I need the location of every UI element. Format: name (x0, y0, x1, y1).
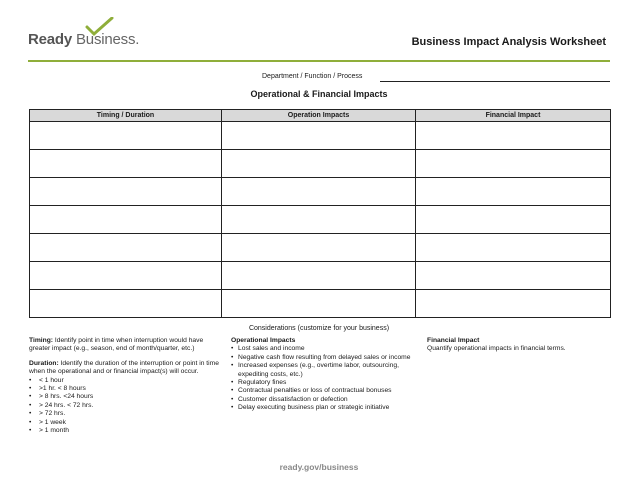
table-row (30, 178, 611, 206)
list-item: • >1 hr. < 8 hours (29, 385, 219, 393)
financial-text: Quantify operational impacts in financial terms. (427, 345, 566, 353)
operational-list (231, 345, 421, 412)
operation-cell[interactable] (222, 122, 416, 150)
logo-wordmark (28, 31, 139, 48)
considerations-title: Considerations (customize for your business) (248, 325, 390, 332)
header-divider (28, 60, 610, 62)
financial-cell[interactable] (416, 178, 611, 206)
timing-cell[interactable] (30, 122, 222, 150)
logo-business-text: Business. (76, 31, 140, 48)
list-item: • Increased expenses (e.g., overtime labor, outsourcing, expediting costs, etc.) (231, 362, 421, 379)
timing-cell[interactable] (30, 290, 222, 318)
list-item: • > 1 week (29, 419, 219, 427)
list-item: • > 8 hrs. <24 hours (29, 393, 219, 401)
list-item: • > 1 month (29, 427, 219, 435)
list-item: • Regulatory fines (231, 379, 421, 387)
list-item: • Customer dissatisfaction or defection (231, 396, 421, 404)
department-input-line[interactable] (380, 81, 610, 82)
list-item: • Contractual penalties or loss of contractual bonuses (231, 387, 421, 395)
financial-cell[interactable] (416, 206, 611, 234)
timing-label: Timing: (29, 337, 54, 344)
worksheet-title: Business Impact Analysis Worksheet (411, 36, 606, 48)
impact-table (29, 109, 611, 318)
list-item: • Delay executing business plan or strategic initiative (231, 404, 421, 412)
timing-text: Identify point in time when interruption would have greater impact (e.g., season, end of month/quarter, etc.) (29, 337, 204, 353)
financial-cell[interactable] (416, 234, 611, 262)
timing-cell[interactable] (30, 234, 222, 262)
operational-notes (231, 337, 421, 413)
column-header-operation: Operation Impacts (222, 110, 416, 122)
duration-note (29, 360, 219, 377)
list-item: • Lost sales and income (231, 345, 421, 353)
financial-cell[interactable] (416, 262, 611, 290)
list-item: • < 1 hour (29, 377, 219, 385)
footer-url[interactable]: ready.gov/business (279, 462, 359, 472)
financial-cell[interactable] (416, 290, 611, 318)
operation-cell[interactable] (222, 178, 416, 206)
table-row (30, 234, 611, 262)
timing-duration-notes (29, 337, 219, 435)
list-item: • > 24 hrs. < 72 hrs. (29, 402, 219, 410)
timing-cell[interactable] (30, 150, 222, 178)
operational-title: Operational Impacts (231, 337, 296, 344)
operation-cell[interactable] (222, 206, 416, 234)
duration-text: Identify the duration of the interruption or point in time when the operational and or financial impact(s) will occur. (29, 359, 219, 376)
table-row (30, 150, 611, 178)
financial-notes (427, 337, 607, 354)
timing-cell[interactable] (30, 178, 222, 206)
duration-label: Duration: (29, 359, 59, 367)
table-row (30, 206, 611, 234)
financial-cell[interactable] (416, 122, 611, 150)
table-header-row (30, 110, 611, 122)
logo-ready-text: Ready (28, 31, 73, 48)
timing-cell[interactable] (30, 206, 222, 234)
table-row (30, 262, 611, 290)
table-row (30, 290, 611, 318)
duration-list (29, 377, 219, 436)
financial-cell[interactable] (416, 150, 611, 178)
operation-cell[interactable] (222, 290, 416, 318)
timing-cell[interactable] (30, 262, 222, 290)
department-field[interactable] (262, 73, 610, 85)
table-row (30, 122, 611, 150)
column-header-timing: Timing / Duration (30, 110, 222, 122)
operation-cell[interactable] (222, 234, 416, 262)
timing-note (29, 337, 219, 354)
list-item: • > 72 hrs. (29, 410, 219, 418)
department-label: Department / Function / Process (262, 73, 363, 80)
financial-title: Financial Impact (427, 337, 480, 344)
column-header-financial: Financial Impact (416, 110, 611, 122)
operation-cell[interactable] (222, 262, 416, 290)
list-item: • Negative cash flow resulting from delayed sales or income (231, 354, 421, 362)
section-title: Operational & Financial Impacts (250, 89, 388, 99)
operation-cell[interactable] (222, 150, 416, 178)
ready-business-logo (28, 17, 168, 51)
